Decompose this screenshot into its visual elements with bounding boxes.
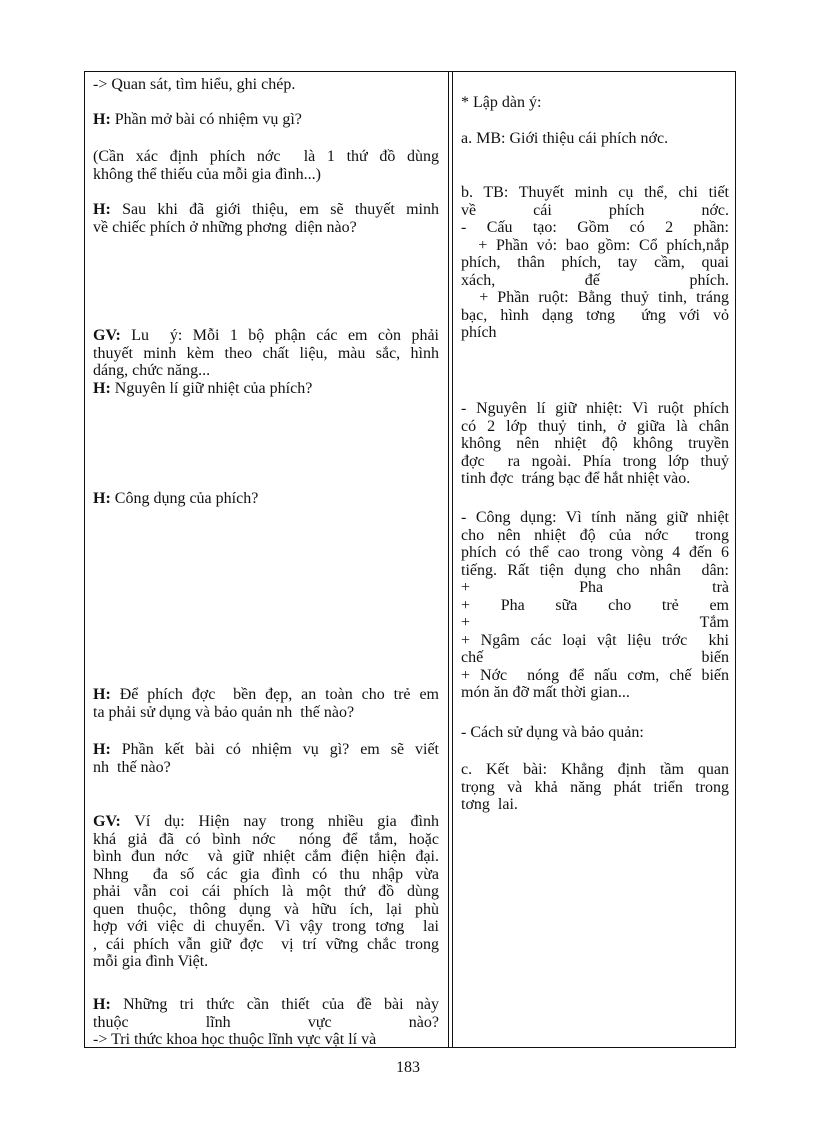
- line-text: Sau khi đã giới thiệu, em sẽ thuyết minh: [110, 201, 439, 218]
- text-line: [93, 1014, 439, 1032]
- text-line: [93, 327, 439, 345]
- text-line: [461, 289, 729, 307]
- text-line: [93, 362, 439, 380]
- text-line: [461, 400, 729, 418]
- right-column-paragraph: [461, 400, 729, 488]
- text-line: [461, 130, 729, 148]
- text-line: [93, 704, 439, 722]
- line-text: - Công dụng: Vì tính năng giữ nhiệt: [461, 509, 729, 526]
- line-text: * Lập dàn ý:: [461, 94, 542, 111]
- line-text: , cái phích vẫn giữ đợc vị trí vững chắc trong: [93, 935, 439, 953]
- text-line: [461, 544, 729, 562]
- text-line: [461, 527, 729, 545]
- line-text: nh thế nào?: [93, 758, 171, 776]
- line-text: Nguyên lí giữ nhiệt của phích?: [110, 380, 313, 397]
- line-text: phích: [461, 324, 497, 341]
- speaker-label: H:: [93, 111, 111, 128]
- line-text: không nên nhiệt độ không truyền: [461, 435, 729, 452]
- text-line: [93, 936, 439, 954]
- left-column-paragraph: [93, 490, 439, 508]
- text-line: [93, 918, 439, 936]
- left-column-paragraph: [93, 996, 439, 1048]
- line-text: -> Tri thức khoa học thuộc lĩnh vực vật lí và: [93, 1031, 377, 1048]
- speaker-label: H:: [93, 201, 111, 218]
- line-text: + Phần ruột: Bằng thuỷ tinh, tráng: [461, 289, 729, 306]
- text-line: [93, 953, 439, 971]
- text-line: [93, 345, 439, 363]
- left-column-paragraph: [93, 813, 439, 971]
- line-text: + Pha trà: [461, 579, 729, 596]
- line-text: thuyết minh kèm theo chất liệu, màu sắc, hình: [93, 344, 439, 362]
- speaker-label: H:: [93, 380, 111, 397]
- line-text: bạc, hình dạng tơng ứng với vỏ: [461, 306, 729, 324]
- text-line: [93, 883, 439, 901]
- text-line: [93, 831, 439, 849]
- right-column-paragraph: [461, 184, 729, 342]
- column-divider: [452, 72, 453, 1047]
- text-line: [461, 614, 729, 632]
- left-column-paragraph: [93, 686, 439, 721]
- line-text: b. TB: Thuyết minh cụ thể, chi tiết: [461, 184, 729, 201]
- line-text: hợp với việc di chuyển. Vì vậy trong tơng lai: [93, 918, 439, 935]
- line-text: tơng lai.: [461, 796, 518, 813]
- line-text: - Cấu tạo: Gồm có 2 phần:: [461, 219, 729, 236]
- left-column-paragraph: [93, 76, 439, 94]
- line-text: Những tri thức cần thiết của đề bài này: [110, 996, 439, 1013]
- text-line: [461, 94, 729, 112]
- speaker-label: GV:: [93, 327, 121, 344]
- left-column-paragraph: [93, 201, 439, 236]
- right-column-paragraph: [461, 94, 729, 112]
- line-text: a. MB: Giới thiệu cái phích nớc.: [461, 130, 669, 147]
- text-line: [93, 901, 439, 919]
- text-line: [461, 202, 729, 220]
- text-line: [461, 184, 729, 202]
- text-line: [461, 254, 729, 272]
- document-table: [84, 71, 736, 1048]
- column-divider: [448, 72, 449, 1047]
- line-text: (Cần xác định phích nớc là 1 thứ đồ dùng: [93, 148, 439, 165]
- text-line: [461, 418, 729, 436]
- speaker-label: H:: [93, 490, 111, 507]
- right-column-paragraph: [461, 724, 729, 742]
- text-line: [93, 686, 439, 704]
- line-text: về cái phích nớc.: [461, 201, 729, 219]
- line-text: + Nớc nóng để nấu cơm, chế biến: [461, 666, 729, 684]
- text-line: [93, 76, 439, 94]
- line-text: + Tắm: [461, 614, 729, 631]
- text-line: [93, 148, 439, 166]
- left-column-paragraph: [93, 148, 439, 183]
- line-text: + Phần vỏ: bao gồm: Cổ phích,nắp: [461, 236, 729, 254]
- line-text: khá giả đã có bình nớc nóng để tắm, hoặc: [93, 830, 439, 848]
- line-text: + Pha sữa cho trẻ em: [461, 596, 729, 614]
- text-line: [461, 237, 729, 255]
- right-column-paragraph: [461, 130, 729, 148]
- text-line: [461, 562, 729, 580]
- line-text: phích có thể cao trong vòng 4 đến 6: [461, 544, 729, 561]
- text-line: [461, 324, 729, 342]
- left-column-paragraph: [93, 327, 439, 380]
- line-text: -> Quan sát, tìm hiểu, ghi chép.: [93, 76, 296, 93]
- line-text: món ăn đỡ mất thời gian...: [461, 684, 630, 701]
- text-line: [461, 453, 729, 471]
- speaker-label: GV:: [93, 813, 121, 830]
- left-column-paragraph: [93, 111, 439, 129]
- text-line: [461, 307, 729, 325]
- text-line: [461, 649, 729, 667]
- line-text: thuộc lĩnh vực nào?: [93, 1013, 439, 1031]
- right-column-paragraph: [461, 761, 729, 814]
- line-text: cho nên nhiệt độ của nớc trong: [461, 526, 729, 544]
- text-line: [93, 848, 439, 866]
- line-text: - Nguyên lí giữ nhiệt: Vì ruột phích: [461, 400, 729, 417]
- text-line: [461, 779, 729, 797]
- text-line: [461, 579, 729, 597]
- text-line: [93, 813, 439, 831]
- text-line: [461, 597, 729, 615]
- line-text: Phần kết bài có nhiệm vụ gì? em sẽ viết: [110, 741, 439, 758]
- text-line: [93, 201, 439, 219]
- line-text: tinh đợc tráng bạc để hắt nhiệt vào.: [461, 470, 691, 487]
- text-line: [461, 761, 729, 779]
- line-text: Công dụng của phích?: [110, 490, 259, 507]
- line-text: + Ngâm các loại vật liệu trớc khi: [461, 631, 729, 649]
- line-text: mỗi gia đình Việt.: [93, 953, 209, 970]
- text-line: [461, 219, 729, 237]
- text-line: [93, 219, 439, 237]
- line-text: Lu ý: Mỗi 1 bộ phận các em còn phải: [120, 327, 439, 344]
- line-text: c. Kết bài: Khẳng định tầm quan: [461, 761, 729, 778]
- line-text: xách, đế phích.: [461, 271, 729, 289]
- text-line: [93, 166, 439, 184]
- line-text: đợc ra ngoài. Phía trong lớp thuỷ: [461, 452, 729, 470]
- line-text: - Cách sử dụng và bảo quản:: [461, 724, 644, 741]
- text-line: [93, 380, 439, 398]
- page-number: 183: [396, 1059, 420, 1076]
- text-line: [93, 996, 439, 1014]
- text-line: [461, 796, 729, 814]
- line-text: trọng và khả năng phát triển trong: [461, 778, 729, 796]
- line-text: tiếng. Rất tiện dụng cho nhân dân:: [461, 561, 729, 579]
- speaker-label: H:: [93, 686, 111, 703]
- text-line: [461, 684, 729, 702]
- line-text: có 2 lớp thuỷ tinh, ở giữa là chân: [461, 417, 729, 435]
- text-line: [93, 1031, 439, 1048]
- speaker-label: H:: [93, 741, 111, 758]
- line-text: chế biến: [461, 649, 729, 666]
- line-text: quen thuộc, thông dụng và hữu ích, lại phù: [93, 900, 439, 918]
- left-column-paragraph: [93, 380, 439, 398]
- text-line: [93, 759, 439, 777]
- left-column-paragraph: [93, 741, 439, 776]
- line-text: bình đun nớc và giữ nhiệt cắm điện hiện đại.: [93, 848, 439, 865]
- line-text: không thể thiếu của mỗi gia đình...): [93, 165, 321, 183]
- text-line: [93, 111, 439, 129]
- line-text: Phần mở bài có nhiệm vụ gì?: [110, 111, 302, 128]
- right-column-paragraph: [461, 509, 729, 702]
- text-line: [461, 509, 729, 527]
- speaker-label: H:: [93, 996, 111, 1013]
- text-line: [461, 724, 729, 742]
- text-line: [461, 632, 729, 650]
- text-line: [461, 667, 729, 685]
- line-text: dáng, chức năng...: [93, 362, 211, 379]
- line-text: phích, thân phích, tay cầm, quai: [461, 254, 729, 271]
- text-line: [461, 435, 729, 453]
- text-line: [461, 272, 729, 290]
- text-line: [461, 470, 729, 488]
- text-line: [93, 866, 439, 884]
- line-text: phải vẫn coi cái phích là một thứ đồ dùng: [93, 883, 439, 900]
- line-text: Để phích đợc bền đẹp, an toàn cho trẻ em: [110, 686, 439, 703]
- text-line: [93, 741, 439, 759]
- line-text: Ví dụ: Hiện nay trong nhiều gia đình: [120, 813, 439, 830]
- line-text: về chiếc phích ở những phơng diện nào?: [93, 218, 357, 236]
- line-text: Nhng đa số các gia đình có thu nhập vừa: [93, 865, 439, 883]
- line-text: ta phải sử dụng và bảo quản nh thế nào?: [93, 703, 355, 721]
- text-line: [93, 490, 439, 508]
